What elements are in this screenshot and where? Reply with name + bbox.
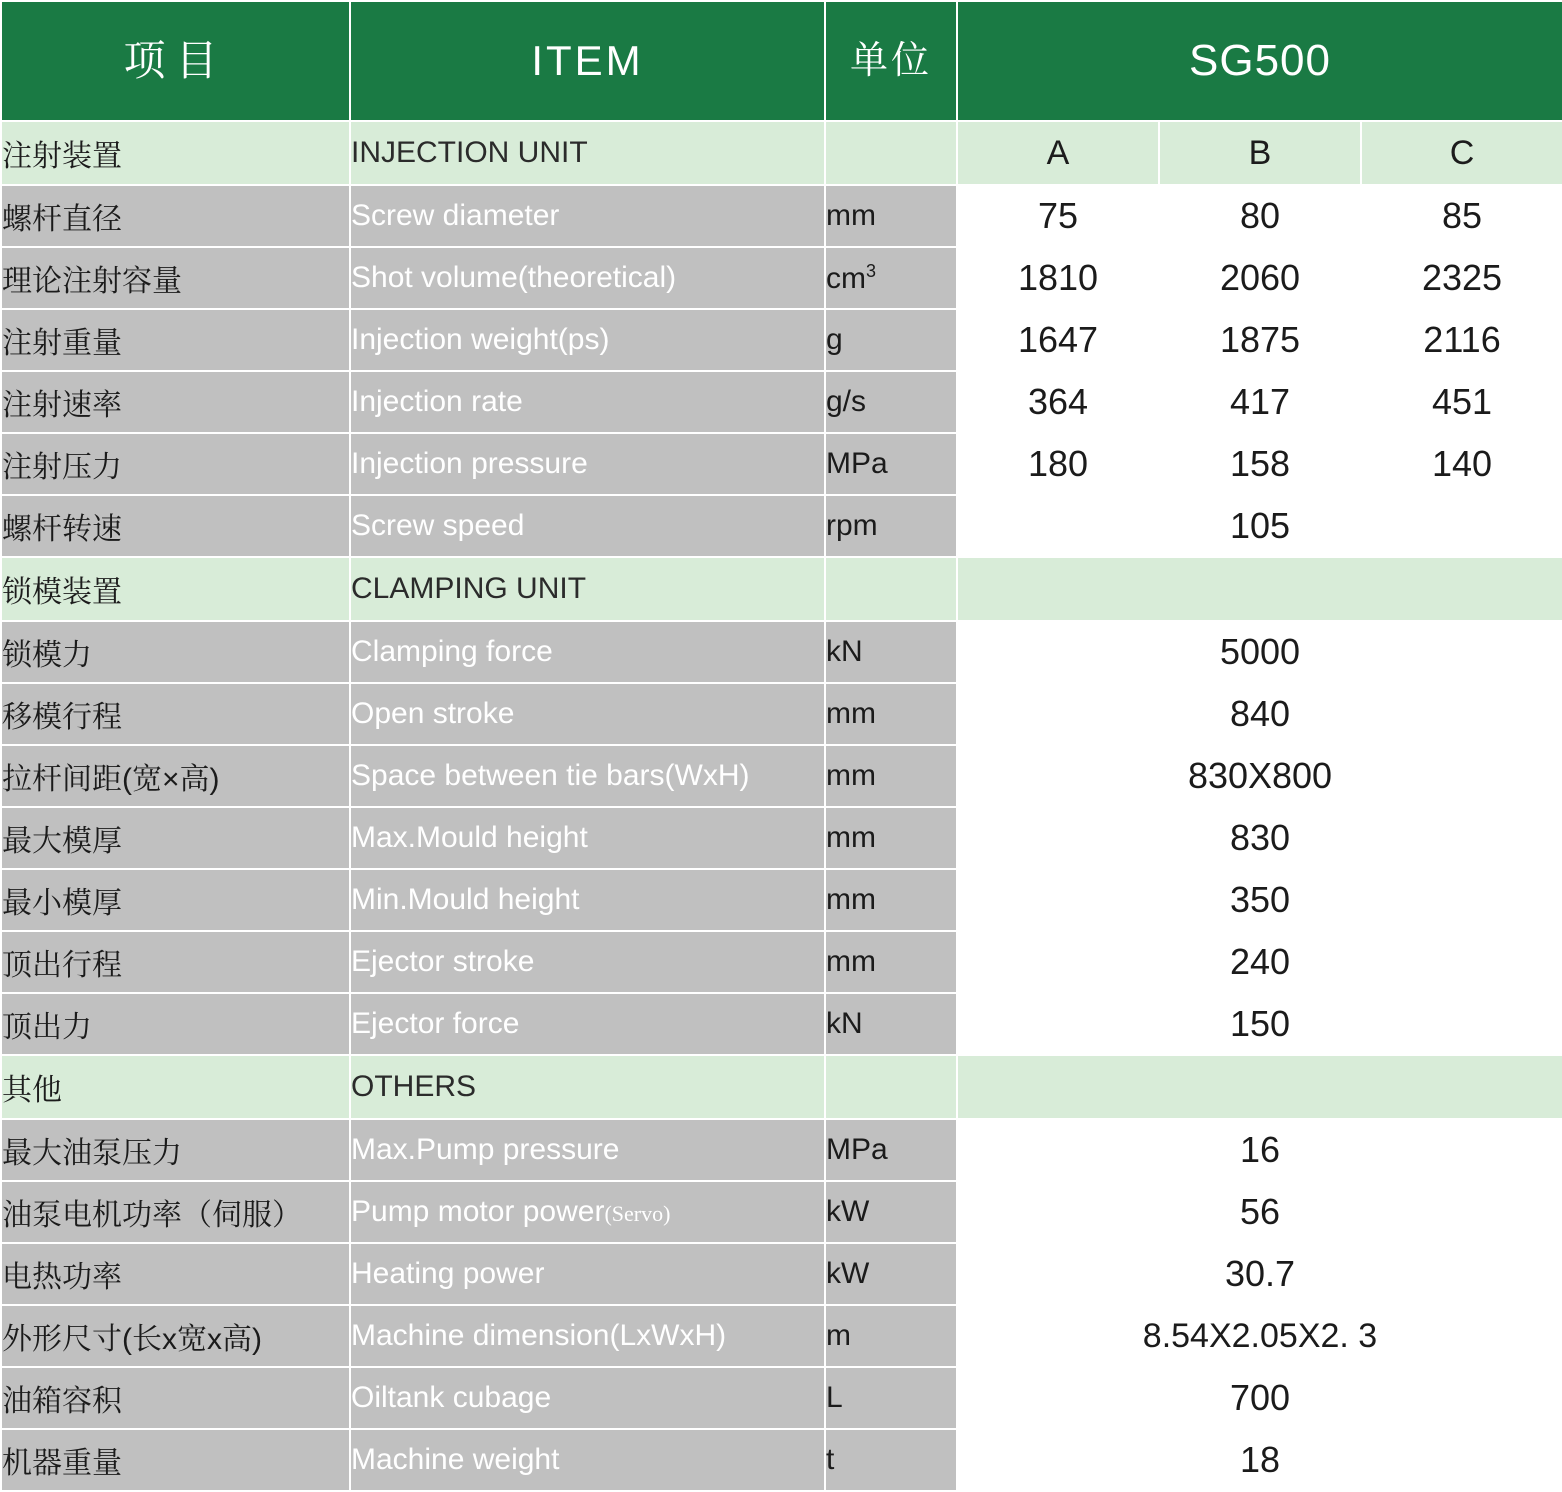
row-value: 350 (957, 869, 1562, 931)
row-label-en: Machine dimension(LxWxH) (350, 1305, 825, 1367)
row-value-b: 417 (1159, 371, 1361, 433)
header-item-en: ITEM (350, 1, 825, 121)
row-label-en: Clamping force (350, 621, 825, 683)
section-label-en: OTHERS (350, 1055, 825, 1119)
row-value: 105 (957, 495, 1562, 557)
row-value-b: 158 (1159, 433, 1361, 495)
row-label-cn: 注射压力 (1, 433, 350, 495)
row-unit: mm (825, 869, 957, 931)
row-value: 240 (957, 931, 1562, 993)
row-unit: m (825, 1305, 957, 1367)
row-label-cn: 最小模厚 (1, 869, 350, 931)
row-label-cn: 注射速率 (1, 371, 350, 433)
section-label-cn: 注射装置 (1, 121, 350, 185)
row-value-a: 180 (957, 433, 1159, 495)
table-row (1, 745, 1562, 807)
row-value-c: 85 (1361, 185, 1562, 247)
row-unit: kN (825, 621, 957, 683)
table-row (1, 683, 1562, 745)
row-unit: kN (825, 993, 957, 1055)
section-label-en: INJECTION UNIT (350, 121, 825, 185)
header-item-cn: 项目 (1, 1, 350, 121)
row-label-en: Max.Pump pressure (350, 1119, 825, 1181)
section-value (957, 557, 1562, 621)
section-unit (825, 121, 957, 185)
row-unit (825, 247, 957, 309)
row-label-en: Shot volume(theoretical) (350, 247, 825, 309)
row-unit: kW (825, 1181, 957, 1243)
row-label-en: Ejector force (350, 993, 825, 1055)
variant-header-c: C (1361, 121, 1562, 185)
table-row (1, 1181, 1562, 1243)
row-unit: mm (825, 185, 957, 247)
row-label-cn: 机器重量 (1, 1429, 350, 1491)
table-row (1, 1429, 1562, 1491)
row-label-en: Machine weight (350, 1429, 825, 1491)
row-label-cn: 油箱容积 (1, 1367, 350, 1429)
row-label-cn: 螺杆直径 (1, 185, 350, 247)
row-label-cn: 最大模厚 (1, 807, 350, 869)
table-row (1, 869, 1562, 931)
row-unit: t (825, 1429, 957, 1491)
variant-header-b: B (1159, 121, 1361, 185)
row-unit-text: cm (826, 261, 866, 295)
row-label-en: Oiltank cubage (350, 1367, 825, 1429)
table-header-row (1, 1, 1562, 121)
row-label-cn: 注射重量 (1, 309, 350, 371)
row-value: 30.7 (957, 1243, 1562, 1305)
row-value-a: 1647 (957, 309, 1159, 371)
table-row (1, 185, 1562, 247)
row-label-en: Screw speed (350, 495, 825, 557)
row-unit: rpm (825, 495, 957, 557)
row-value: 830X800 (957, 745, 1562, 807)
row-value: 18 (957, 1429, 1562, 1491)
header-model: SG500 (957, 1, 1562, 121)
row-label-cn: 最大油泵压力 (1, 1119, 350, 1181)
header-unit: 单位 (825, 1, 957, 121)
section-value (957, 1055, 1562, 1119)
row-label-en: Injection pressure (350, 433, 825, 495)
row-value: 16 (957, 1119, 1562, 1181)
row-value: 8.54X2.05X2. 3 (957, 1305, 1562, 1367)
row-value-a: 1810 (957, 247, 1159, 309)
row-label-cn: 电热功率 (1, 1243, 350, 1305)
row-label-cn: 顶出力 (1, 993, 350, 1055)
row-value: 56 (957, 1181, 1562, 1243)
row-label-cn: 移模行程 (1, 683, 350, 745)
row-label-en: Open stroke (350, 683, 825, 745)
variant-header-a: A (957, 121, 1159, 185)
row-value-c: 2325 (1361, 247, 1562, 309)
row-value: 700 (957, 1367, 1562, 1429)
table-row (1, 993, 1562, 1055)
row-label-en: Space between tie bars(WxH) (350, 745, 825, 807)
row-value: 5000 (957, 621, 1562, 683)
section-unit (825, 1055, 957, 1119)
row-value-c: 451 (1361, 371, 1562, 433)
row-value-c: 2116 (1361, 309, 1562, 371)
table-row (1, 1305, 1562, 1367)
row-unit: mm (825, 931, 957, 993)
row-unit: mm (825, 807, 957, 869)
row-value: 830 (957, 807, 1562, 869)
table-row (1, 247, 1562, 309)
row-label-en (350, 1181, 825, 1243)
row-label-cn: 理论注射容量 (1, 247, 350, 309)
table-row (1, 371, 1562, 433)
table-row (1, 495, 1562, 557)
section-label-cn: 锁模装置 (1, 557, 350, 621)
row-label-en-note: (Servo) (604, 1201, 671, 1226)
row-label-cn: 油泵电机功率（伺服） (1, 1181, 350, 1243)
section-row-others (1, 1055, 1562, 1119)
row-label-en: Max.Mould height (350, 807, 825, 869)
table-row (1, 433, 1562, 495)
row-label-en: Heating power (350, 1243, 825, 1305)
table-row (1, 621, 1562, 683)
row-label-en: Injection rate (350, 371, 825, 433)
row-label-en: Min.Mould height (350, 869, 825, 931)
table-row (1, 807, 1562, 869)
row-label-en: Injection weight(ps) (350, 309, 825, 371)
table-row (1, 1243, 1562, 1305)
row-value-a: 364 (957, 371, 1159, 433)
row-value: 840 (957, 683, 1562, 745)
section-label-en: CLAMPING UNIT (350, 557, 825, 621)
row-value: 150 (957, 993, 1562, 1055)
row-value-b: 1875 (1159, 309, 1361, 371)
row-label-cn: 顶出行程 (1, 931, 350, 993)
row-label-en: Ejector stroke (350, 931, 825, 993)
row-unit: g/s (825, 371, 957, 433)
row-value-a: 75 (957, 185, 1159, 247)
row-unit: MPa (825, 1119, 957, 1181)
row-label-en: Screw diameter (350, 185, 825, 247)
row-label-en-main: Pump motor power (351, 1195, 605, 1228)
row-label-cn: 拉杆间距(宽×高) (1, 745, 350, 807)
section-row-clamping-unit (1, 557, 1562, 621)
row-value-b: 80 (1159, 185, 1361, 247)
section-unit (825, 557, 957, 621)
table-row (1, 931, 1562, 993)
section-label-cn: 其他 (1, 1055, 350, 1119)
row-label-cn: 外形尺寸(长x宽x高) (1, 1305, 350, 1367)
section-row-injection-unit (1, 121, 1562, 185)
row-label-cn: 螺杆转速 (1, 495, 350, 557)
table-row (1, 1367, 1562, 1429)
row-label-cn: 锁模力 (1, 621, 350, 683)
row-value-b: 2060 (1159, 247, 1361, 309)
row-unit: g (825, 309, 957, 371)
row-unit: MPa (825, 433, 957, 495)
table-row (1, 309, 1562, 371)
row-unit: kW (825, 1243, 957, 1305)
row-unit: mm (825, 745, 957, 807)
table-row (1, 1119, 1562, 1181)
row-unit: L (825, 1367, 957, 1429)
row-unit: mm (825, 683, 957, 745)
row-value-c: 140 (1361, 433, 1562, 495)
row-unit-superscript: 3 (866, 260, 877, 281)
